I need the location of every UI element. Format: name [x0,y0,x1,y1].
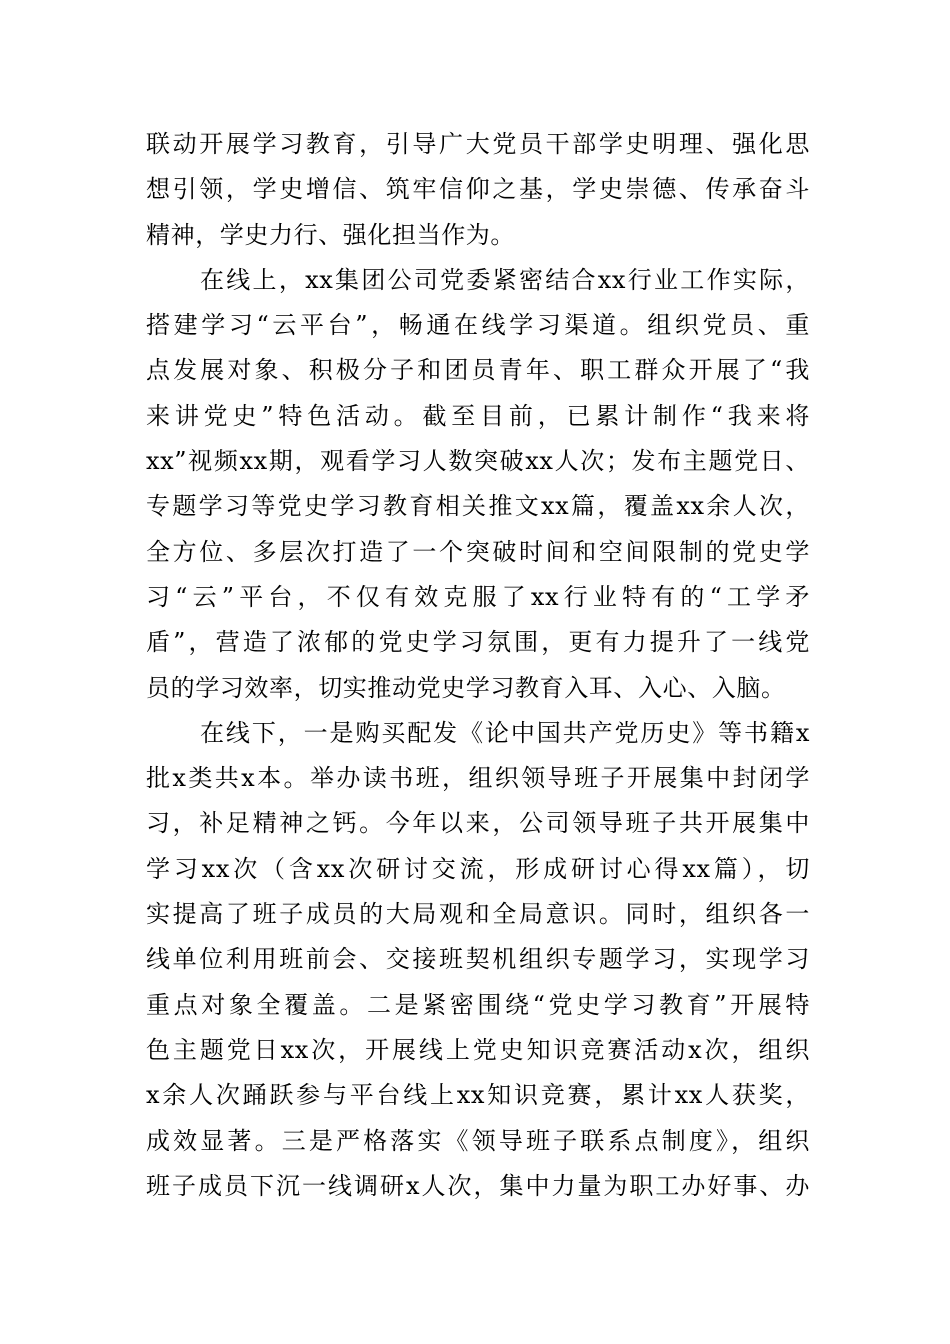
text-line: 学习xx次（含xx次研讨交流，形成研讨心得xx篇），切 [146,854,810,883]
text-line: 点发展对象、积极分子和团员青年、职工群众开展了“我 [146,356,810,385]
text-line: 盾”，营造了浓郁的党史学习氛围，更有力提升了一线党 [146,628,810,657]
paragraph-2 [146,258,810,711]
text-line: 来讲党史”特色活动。截至目前，已累计制作“我来将 [146,401,810,430]
text-line: 搭建学习“云平台”，畅通在线学习渠道。组织党员、重 [146,311,810,340]
text-line: 线单位利用班前会、交接班契机组织专题学习，实现学习 [146,945,810,974]
paragraph-3 [146,711,810,1209]
document-body [146,122,810,1209]
text-line: xx”视频xx期，观看学习人数突破xx人次；发布主题党日、 [146,447,810,476]
paragraph-1 [146,122,810,258]
text-line: 全方位、多层次打造了一个突破时间和空间限制的党史学 [146,537,810,566]
text-line: 重点对象全覆盖。二是紧密围绕“党史学习教育”开展特 [146,990,810,1019]
text-line: 员的学习效率，切实推动党史学习教育入耳、入心、入脑。 [146,673,786,702]
text-line: 实提高了班子成员的大局观和全局意识。同时，组织各一 [146,900,810,929]
text-line: 精神，学史力行、强化担当作为。 [146,220,515,249]
text-line: 专题学习等党史学习教育相关推文xx篇，覆盖xx余人次， [146,492,810,521]
text-line: 班子成员下沉一线调研x人次，集中力量为职工办好事、办 [146,1171,810,1200]
text-line: 联动开展学习教育，引导广大党员干部学史明理、强化思 [146,130,810,158]
text-line: 批x类共x本。举办读书班，组织领导班子开展集中封闭学 [146,764,810,793]
text-line: 在线上，xx集团公司党委紧密结合xx行业工作实际， [200,265,810,294]
text-line: 成效显著。三是严格落实《领导班子联系点制度》，组织 [146,1126,810,1155]
text-line: x余人次踊跃参与平台线上xx知识竞赛，累计xx人获奖， [146,1081,810,1110]
text-line: 色主题党日xx次，开展线上党史知识竞赛活动x次，组织 [146,1035,810,1064]
text-line: 习“云”平台，不仅有效克服了xx行业特有的“工学矛 [146,582,810,611]
text-line: 习，补足精神之钙。今年以来，公司领导班子共开展集中 [146,809,810,838]
text-line: 在线下，一是购买配发《论中国共产党历史》等书籍x [200,718,810,747]
text-line: 想引领，学史增信、筑牢信仰之基，学史崇德、传承奋斗 [146,175,810,204]
